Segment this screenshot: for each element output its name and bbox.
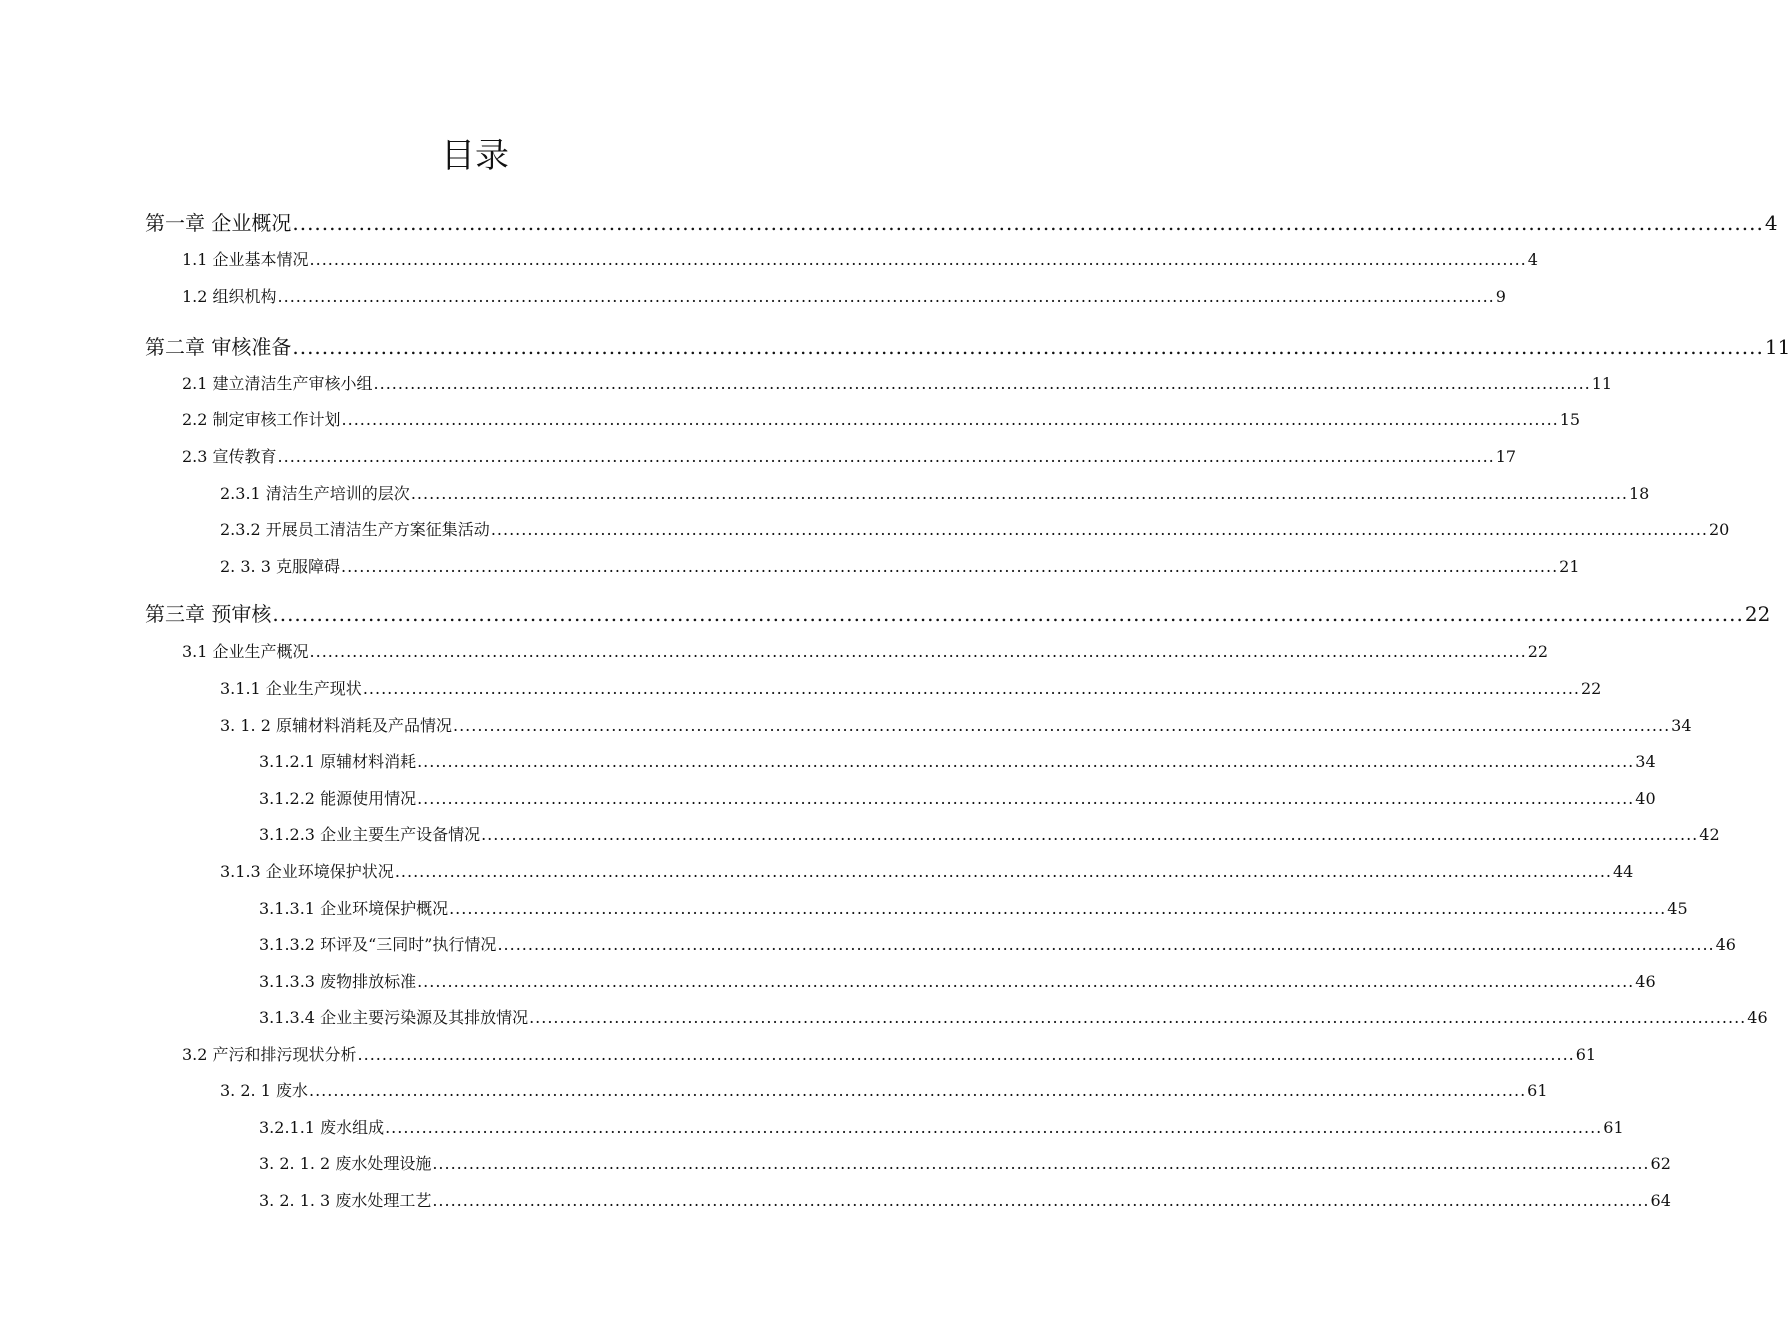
toc-entry-page: 18 bbox=[1629, 484, 1650, 503]
toc-entry-page: 45 bbox=[1667, 899, 1688, 918]
toc-entry-page: 61 bbox=[1603, 1118, 1624, 1137]
toc-entry-label: 3. 1. 2 原辅材料消耗及产品情况 bbox=[220, 716, 452, 735]
toc-entry[interactable] bbox=[259, 932, 1736, 955]
toc-entry[interactable] bbox=[259, 969, 1656, 992]
toc-entry-page: 34 bbox=[1671, 716, 1692, 735]
toc-leader-dots: ........................................................................................................................................................................................................ bbox=[373, 374, 1591, 393]
toc-entry-page: 22 bbox=[1744, 602, 1771, 626]
toc-entry-page: 17 bbox=[1495, 447, 1517, 466]
toc-entry-page: 34 bbox=[1635, 752, 1656, 771]
toc-entry-page: 46 bbox=[1747, 1008, 1768, 1027]
toc-entry[interactable] bbox=[220, 481, 1650, 504]
toc-entry-label: 3.1 企业生产概况 bbox=[182, 642, 309, 661]
toc-entry[interactable] bbox=[145, 331, 1790, 360]
toc-entry[interactable] bbox=[182, 1042, 1597, 1065]
toc-entry[interactable] bbox=[259, 822, 1720, 845]
toc-entry[interactable] bbox=[259, 1005, 1768, 1028]
toc-entry-label: 2.3.2 开展员工清洁生产方案征集活动 bbox=[220, 520, 490, 539]
toc-entry-label: 3.1.1 企业生产现状 bbox=[220, 679, 362, 698]
toc-entry-label: 3. 2. 1 废水 bbox=[220, 1081, 308, 1100]
toc-entry-page: 64 bbox=[1650, 1191, 1671, 1210]
toc-entry-label: 3.1.3.4 企业主要污染源及其排放情况 bbox=[259, 1008, 529, 1027]
toc-entry[interactable] bbox=[259, 1115, 1624, 1138]
toc-entry[interactable] bbox=[182, 284, 1506, 307]
toc-entry-page: 22 bbox=[1527, 642, 1549, 661]
toc-leader-dots: ........................................................................................................................................................................................................ bbox=[497, 935, 1715, 954]
toc-leader-dots: ........................................................................................................................................................................................................ bbox=[309, 642, 1527, 661]
toc-leader-dots: ........................................................................................................................................................................................................ bbox=[362, 679, 1580, 698]
toc-entry-label: 3.2 产污和排污现状分析 bbox=[182, 1045, 357, 1064]
toc-leader-dots: ........................................................................................................................................................................................................ bbox=[340, 557, 1559, 576]
toc-entry-label: 3.1.3.3 废物排放标准 bbox=[259, 972, 417, 991]
toc-leader-dots: ........................................................................................................................................................................................................ bbox=[394, 862, 1612, 881]
toc-leader-dots: ........................................................................................................................................................................................................ bbox=[308, 1081, 1527, 1100]
toc-entry-label: 2. 3. 3 克服障碍 bbox=[220, 557, 340, 576]
toc-leader-dots: ........................................................................................................................................................................................................ bbox=[410, 484, 1628, 503]
toc-leader-dots: ........................................................................................................................................................................................................ bbox=[385, 1118, 1603, 1137]
toc-entry[interactable] bbox=[182, 371, 1613, 394]
toc-entry-page: 42 bbox=[1699, 825, 1720, 844]
toc-entry[interactable] bbox=[145, 207, 1778, 236]
toc-entry[interactable] bbox=[259, 1151, 1671, 1174]
toc-entry-page: 4 bbox=[1527, 250, 1538, 269]
toc-leader-dots: ........................................................................................................................................................................................................ bbox=[452, 716, 1671, 735]
toc-entry-page: 40 bbox=[1635, 789, 1656, 808]
toc-entry[interactable] bbox=[182, 407, 1581, 430]
toc-entry[interactable] bbox=[220, 1078, 1548, 1101]
toc-entry-label: 3.1.2.1 原辅材料消耗 bbox=[259, 752, 417, 771]
toc-entry-label: 2.3 宣传教育 bbox=[182, 447, 277, 466]
toc-entry-label: 1.2 组织机构 bbox=[182, 287, 277, 306]
toc-entry-page: 62 bbox=[1650, 1154, 1671, 1173]
toc-entry[interactable] bbox=[220, 554, 1580, 577]
toc-entry-label: 第二章 审核准备 bbox=[145, 335, 292, 359]
toc-leader-dots: ........................................................................................................................................................................................................ bbox=[449, 899, 1667, 918]
toc-entry-label: 3.1.2.2 能源使用情况 bbox=[259, 789, 417, 808]
toc-entry-page: 9 bbox=[1495, 287, 1506, 306]
toc-entry-label: 3.1.3.1 企业环境保护概况 bbox=[259, 899, 449, 918]
toc-entry[interactable] bbox=[259, 1188, 1671, 1211]
toc-entry-label: 3.2.1.1 废水组成 bbox=[259, 1118, 385, 1137]
toc-entry[interactable] bbox=[259, 749, 1656, 772]
toc-entry[interactable] bbox=[220, 517, 1730, 540]
toc-leader-dots: ........................................................................................................................................................................................................ bbox=[309, 250, 1527, 269]
toc-entry[interactable] bbox=[220, 713, 1692, 736]
toc-leader-dots: ........................................................................................................................................................................................................ bbox=[292, 211, 1764, 235]
toc-entry[interactable] bbox=[259, 896, 1688, 919]
toc-entry[interactable] bbox=[145, 598, 1771, 627]
toc-entry-page: 20 bbox=[1709, 520, 1730, 539]
toc-entry-label: 3.1.2.3 企业主要生产设备情况 bbox=[259, 825, 481, 844]
toc-leader-dots: ........................................................................................................................................................................................................ bbox=[417, 752, 1635, 771]
toc-leader-dots: ........................................................................................................................................................................................................ bbox=[277, 287, 1495, 306]
toc-entry-label: 第一章 企业概况 bbox=[145, 211, 292, 235]
toc-entry-page: 46 bbox=[1635, 972, 1656, 991]
toc-entry-page: 46 bbox=[1715, 935, 1736, 954]
toc-entry-page: 11 bbox=[1591, 374, 1613, 393]
toc-entry-page: 61 bbox=[1575, 1045, 1597, 1064]
toc-leader-dots: ........................................................................................................................................................................................................ bbox=[417, 972, 1635, 991]
toc-entry-label: 第三章 预审核 bbox=[145, 602, 272, 626]
toc-entry[interactable] bbox=[220, 859, 1634, 882]
toc-entry-label: 1.1 企业基本情况 bbox=[182, 250, 309, 269]
toc-entry-page: 61 bbox=[1527, 1081, 1548, 1100]
toc-entry[interactable] bbox=[259, 786, 1656, 809]
toc-entry-label: 3. 2. 1. 2 废水处理设施 bbox=[259, 1154, 432, 1173]
toc-entry[interactable] bbox=[182, 639, 1549, 662]
toc-entry-label: 2.2 制定审核工作计划 bbox=[182, 410, 341, 429]
toc-entry-page: 11 bbox=[1764, 335, 1790, 359]
toc-entry-label: 3. 2. 1. 3 废水处理工艺 bbox=[259, 1191, 432, 1210]
toc-entry[interactable] bbox=[220, 676, 1602, 699]
toc-leader-dots: ........................................................................................................................................................................................................ bbox=[529, 1008, 1747, 1027]
toc-entry-label: 3.1.3 企业环境保护状况 bbox=[220, 862, 394, 881]
toc-leader-dots: ........................................................................................................................................................................................................ bbox=[481, 825, 1699, 844]
toc-leader-dots: ........................................................................................................................................................................................................ bbox=[432, 1191, 1650, 1210]
toc-entry-page: 44 bbox=[1613, 862, 1634, 881]
toc-entry-label: 2.3.1 清洁生产培训的层次 bbox=[220, 484, 410, 503]
toc-leader-dots: ........................................................................................................................................................................................................ bbox=[490, 520, 1708, 539]
toc-entry[interactable] bbox=[182, 247, 1538, 270]
toc-entry[interactable] bbox=[182, 444, 1517, 467]
toc-entry-page: 21 bbox=[1559, 557, 1580, 576]
toc-leader-dots: ........................................................................................................................................................................................................ bbox=[341, 410, 1559, 429]
toc-leader-dots: ........................................................................................................................................................................................................ bbox=[432, 1154, 1650, 1173]
toc-entry-page: 4 bbox=[1764, 211, 1778, 235]
toc-entry-page: 22 bbox=[1581, 679, 1602, 698]
toc-leader-dots: ........................................................................................................................................................................................................ bbox=[292, 335, 1764, 359]
toc-leader-dots: ........................................................................................................................................................................................................ bbox=[357, 1045, 1575, 1064]
toc-leader-dots: ........................................................................................................................................................................................................ bbox=[272, 602, 1744, 626]
toc-entry-label: 2.1 建立清洁生产审核小组 bbox=[182, 374, 373, 393]
toc-entry-label: 3.1.3.2 环评及“三同时”执行情况 bbox=[259, 935, 497, 954]
toc-entry-page: 15 bbox=[1559, 410, 1581, 429]
toc-title: 目录 bbox=[441, 136, 509, 176]
toc-leader-dots: ........................................................................................................................................................................................................ bbox=[417, 789, 1635, 808]
toc-leader-dots: ........................................................................................................................................................................................................ bbox=[277, 447, 1495, 466]
